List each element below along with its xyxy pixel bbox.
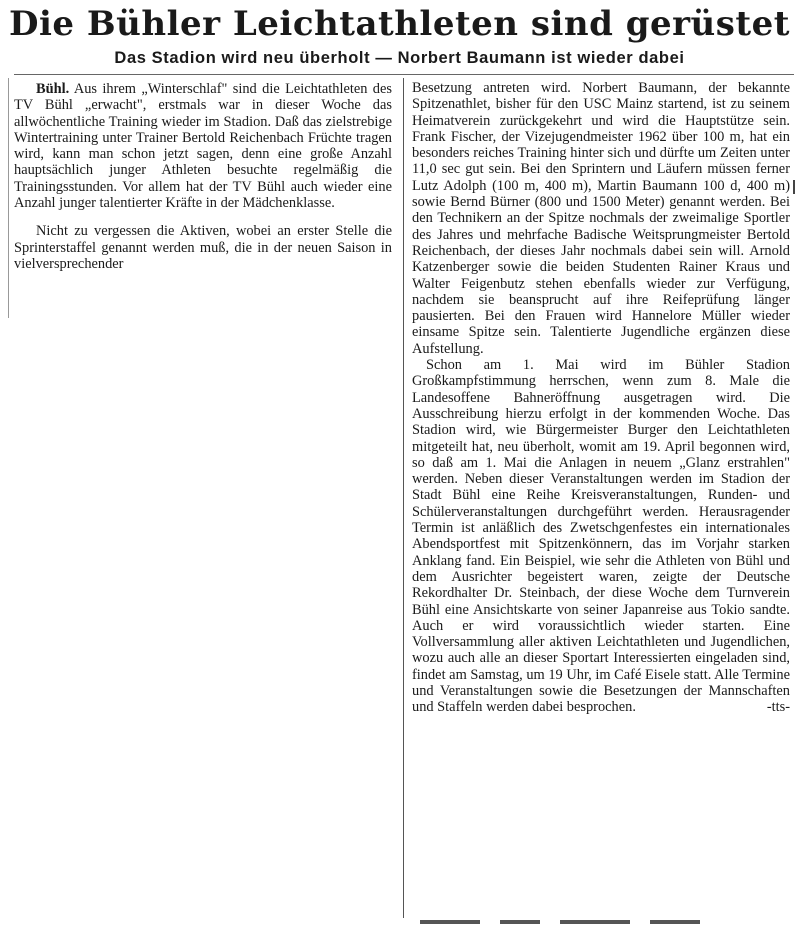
left-margin-rule: [8, 78, 9, 318]
left-paragraph-1-text: Aus ihrem „Winterschlaf" sind die Leichtathleten des TV Bühl „erwacht", erstmals war in dieser Woche das allwöchentliche Training wieder im Stadion. Daß das zielstrebige Wintertraining unter Trainer Bertold Reichenbach Früchte tragen wird, kann man schon jetzt sagen, denn eine große Anzahl hauptsächlich junger Athleten besuchte regelmäßig die Trainingsstunden. Vor allem hat der TV Bühl auch wieder eine Anzahl junger talentierter Kräfte in der Mädchenklasse.: [14, 81, 392, 212]
cut-off-next-article: [420, 908, 790, 925]
dateline: Bühl.: [36, 81, 70, 97]
header-rule: [14, 74, 794, 75]
right-column: [412, 80, 790, 716]
headline: Die Bühler Leichtathleten sind gerüstet: [9, 4, 790, 44]
subheadline: Das Stadion wird neu überholt — Norbert Baumann ist wieder dabei: [114, 49, 685, 67]
byline: -tts-: [766, 699, 790, 716]
right-paragraph-2-text: Schon am 1. Mai wird im Bühler Stadion Großkampfstimmung herrschen, wenn zum 8. Male die Landesoffene Bahneröffnung ausgetragen wird. Die Ausschreibung hierzu erfolgt in der kommenden Woche. Das Stadion wird, wie Bürgermeister Burger den Leichtathleten mitgeteilt hat, neu überholt, womit am 19. April begonnen wird, so daß am 1. Mai die Anlagen in neuem „Glanz erstrahlen" werden. Neben dieser Veranstaltungen werden im Stadion der Stadt Bühl eine Reihe Kreisveranstaltungen, Runden- und Schülerveranstaltungen durchgeführt werden. Herausragender Termin ist anläßlich des Zwetschgenfestes ein internationales Abendsportfest mit Spitzenkönnern, das im Vorjahr starken Anklang fand. Ein Beispiel, wie sehr die Athleten von Bühl und dem Ausrichter begeistert waren, zeigte der Deutsche Rekordhalter Dr. Steinbach, der diese Woche dem Turnverein Bühl eine Ansichtskarte von seiner Japanreise aus Tokio sandte. Auch er wird voraussichtlich wieder starten. Eine Vollversammlung aller aktiven Leichtathleten und Jugendlichen, wozu auch alle an dieser Sportart Interessierten eingeladen sind, findet am Samstag, um 19 Uhr, im Café Eisele statt. Alle Termine und Veranstaltungen sowie die Besetzungen der Mannschaften und Staffeln werden dabei besprochen.: [412, 357, 790, 716]
left-column: [14, 81, 392, 272]
right-edge-mark: [793, 180, 795, 194]
left-paragraph-1: [14, 81, 392, 211]
right-paragraph-1: Besetzung antreten wird. Norbert Baumann, der bekannte Spitzenathlet, bisher für den USC Mainz startend, ist zu seinem Heimatverein zurückgekehrt und wird die Hauptstütze sein. Frank Fischer, der Vizejugendmeister 1962 über 100 m, hat ein besonders reiches Training hinter sich und dürfte um Zeiten unter 11,0 sec gut sein. Bei den Sprintern und Läufern müssen ferner Lutz Adolph (100 m, 400 m), Martin Baumann 100 d, 400 m) sowie Bernd Bürner (800 und 1500 Meter) genannt werden. Bei den Technikern an der Spitze nochmals der zweimalige Sportler des Jahres und mehrfache Badische Weitsprungmeister Bertold Reichenbach, der dieses Jahr nochmals dabei sein will. Arnold Katzenberger sowie die beiden Studenten Rainer Kraus und Walter Feigenbutz stehen ebenfalls wieder zur Verfügung, nachdem sie beansprucht auf ihre Reifeprüfung länger pausierten. Bei den Frauen wird Hannelore Müller wieder einsame Spitze sein. Talentierte Jugendliche ergänzen diese Aufstellung.: [412, 80, 790, 357]
left-paragraph-2: Nicht zu vergessen die Aktiven, wobei an erster Stelle die Sprinterstaffel genannt werden muß, die in der neuen Saison in vielversprechender: [14, 223, 392, 272]
column-divider: [403, 78, 404, 918]
right-paragraph-2: [412, 357, 790, 716]
